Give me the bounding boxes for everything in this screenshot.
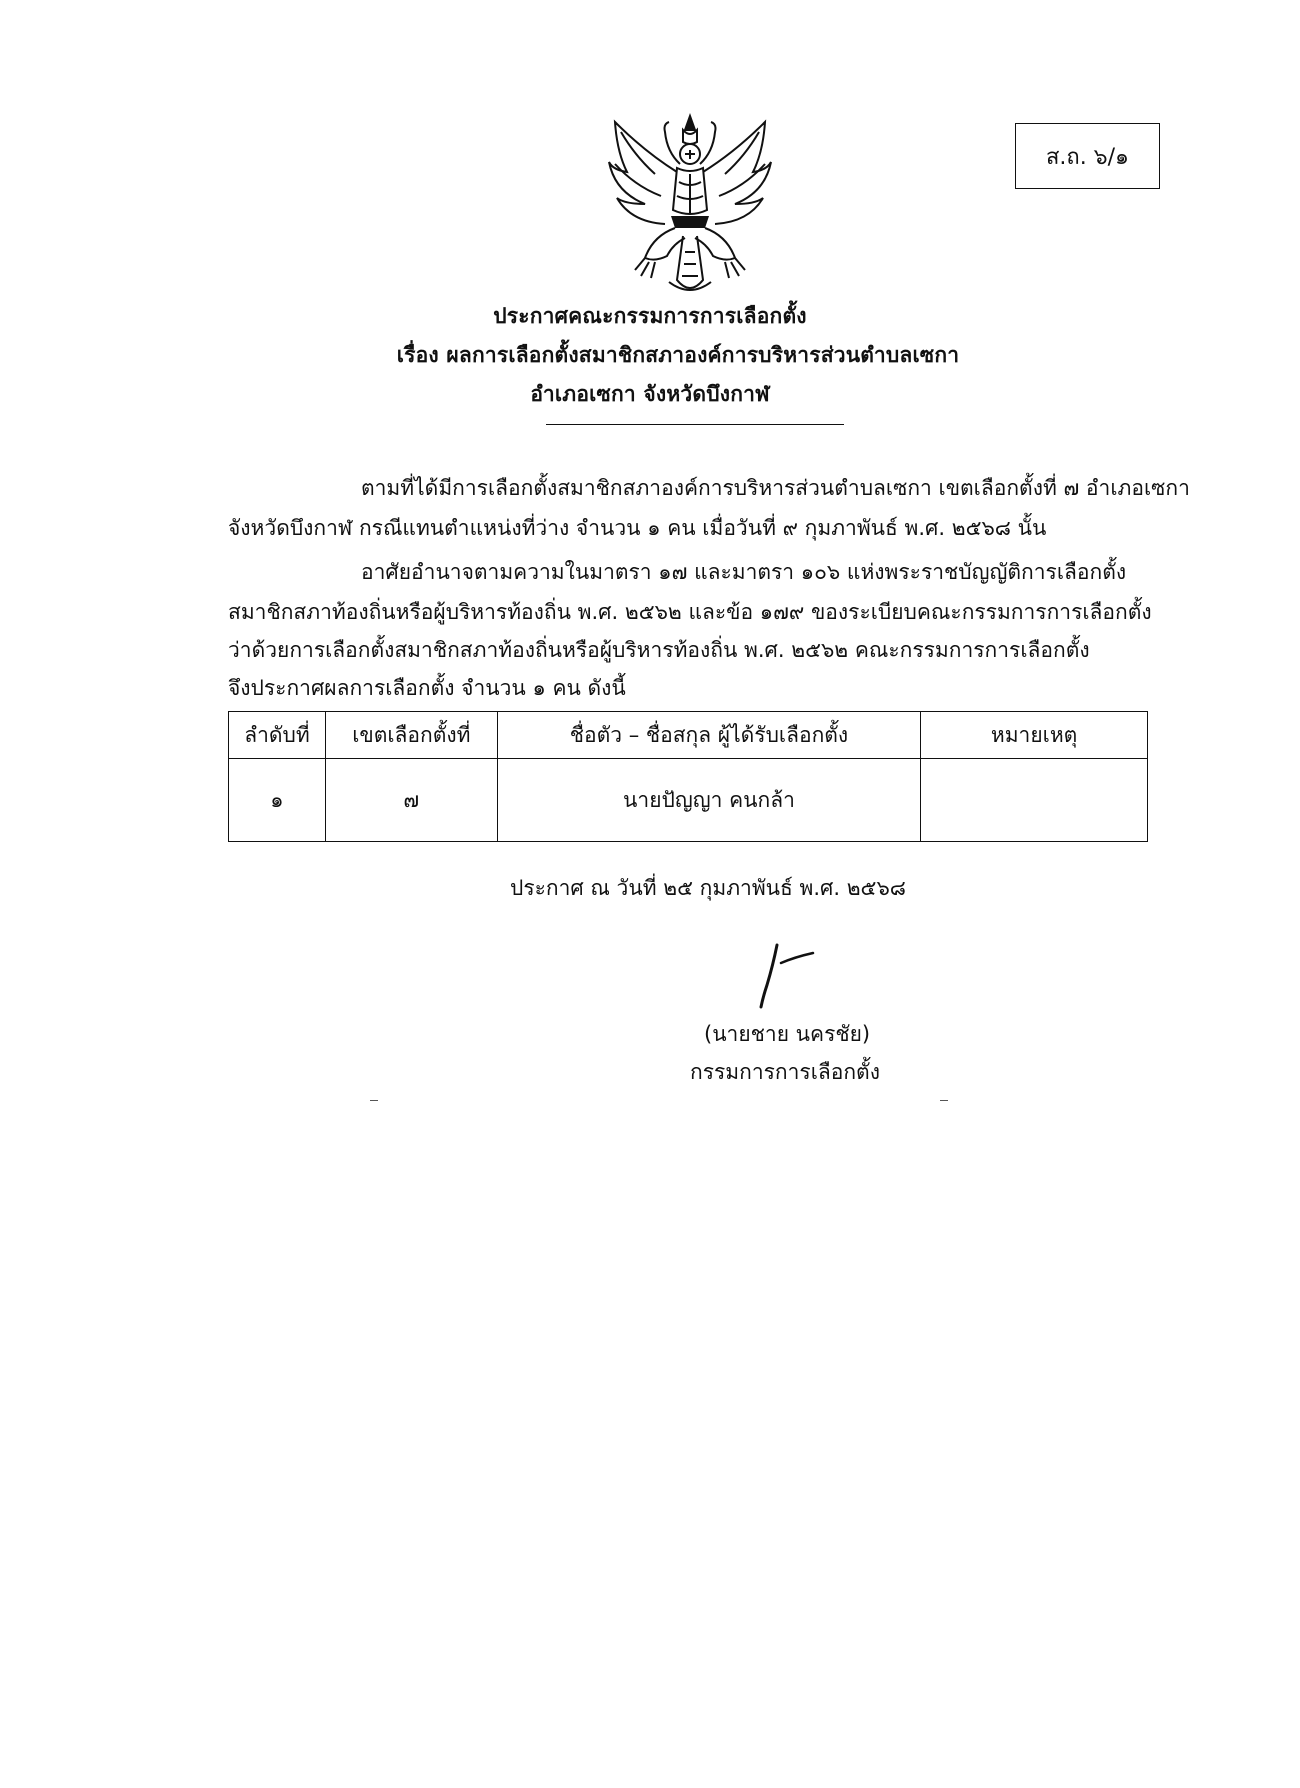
- signatory-name: (นายชาย นครชัย): [704, 1022, 871, 1046]
- table-row: [229, 759, 1148, 842]
- header-district: เขตเลือกตั้งที่: [325, 712, 497, 759]
- header-remark: หมายเหตุ: [921, 712, 1148, 759]
- header-order: ลำดับที่: [229, 712, 326, 759]
- signatory-position: กรรมการการเลือกตั้ง: [690, 1060, 880, 1084]
- body-paragraph-2-line-3: ว่าด้วยการเลือกตั้งสมาชิกสภาท้องถิ่นหรือผู้บริหารท้องถิ่น พ.ศ. ๒๕๖๒ คณะกรรมการการเลือกตั้ง: [228, 638, 1090, 662]
- garuda-emblem-icon: [605, 112, 775, 302]
- table-header-row: [229, 712, 1148, 759]
- body-paragraph-2-line-2: สมาชิกสภาท้องถิ่นหรือผู้บริหารท้องถิ่น พ.ศ. ๒๕๖๒ และข้อ ๑๗๙ ของระเบียบคณะกรรมการการเลือกตั้ง: [228, 600, 1152, 624]
- cell-name: นายปัญญา คนกล้า: [497, 759, 920, 842]
- announcement-location: อำเภอเซกา จังหวัดบึงกาฬ: [530, 382, 770, 406]
- cell-district: ๗: [325, 759, 497, 842]
- announcement-date: ประกาศ ณ วันที่ ๒๕ กุมภาพันธ์ พ.ศ. ๒๕๖๘: [510, 876, 906, 900]
- results-table: [228, 711, 1148, 842]
- body-paragraph-2-line-1: อาศัยอำนาจตามความในมาตรา ๑๗ และมาตรา ๑๐๖ แห่งพระราชบัญญัติการเลือกตั้ง: [361, 560, 1127, 584]
- cell-remark: [921, 759, 1148, 842]
- form-code: ส.ถ. ๖/๑: [1045, 144, 1130, 170]
- body-paragraph-2-line-4: จึงประกาศผลการเลือกตั้ง จำนวน ๑ คน ดังนี้: [228, 676, 626, 700]
- announcement-subject: เรื่อง ผลการเลือกตั้งสมาชิกสภาองค์การบริหารส่วนตำบลเซกา: [396, 343, 960, 367]
- body-paragraph-1-line-1: ตามที่ได้มีการเลือกตั้งสมาชิกสภาองค์การบริหารส่วนตำบลเซกา เขตเลือกตั้งที่ ๗ อำเภอเซกา: [361, 476, 1190, 500]
- heading-divider: [546, 424, 844, 425]
- signature-mark: [755, 935, 865, 1015]
- body-paragraph-1-line-2: จังหวัดบึงกาฬ กรณีแทนตำแหน่งที่ว่าง จำนวน ๑ คน เมื่อวันที่ ๙ กุมภาพันธ์ พ.ศ. ๒๕๖๘ นั้น: [228, 516, 1047, 540]
- cell-order: ๑: [229, 759, 326, 842]
- form-code-box: [1015, 123, 1160, 189]
- announcement-title: ประกาศคณะกรรมการการเลือกตั้ง: [493, 304, 807, 328]
- header-name: ชื่อตัว – ชื่อสกุล ผู้ได้รับเลือกตั้ง: [497, 712, 920, 759]
- scan-mark-right: [940, 1100, 948, 1101]
- scan-mark-left: [370, 1100, 378, 1101]
